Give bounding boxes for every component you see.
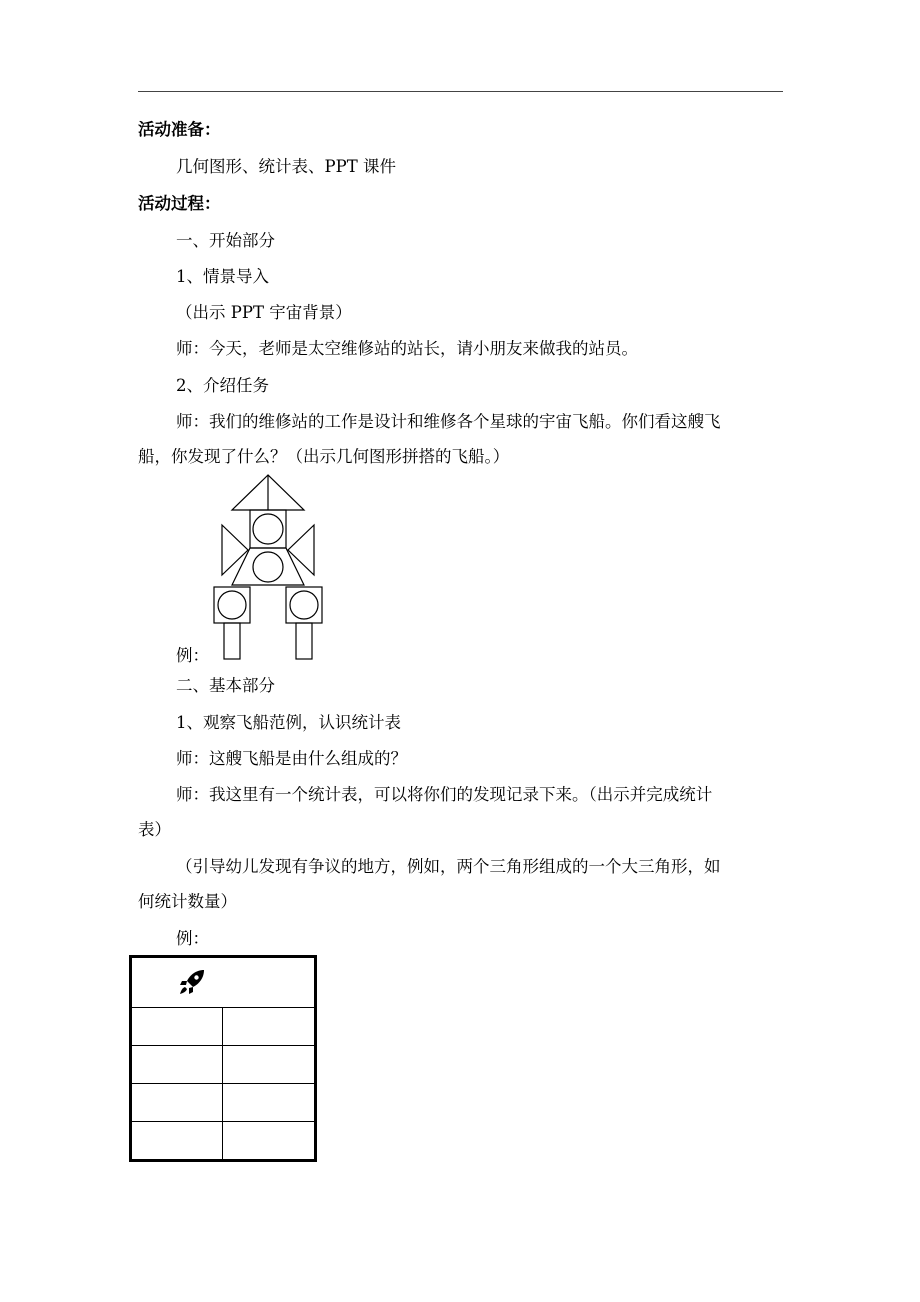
example-label-2: 例： xyxy=(176,929,209,948)
rocket-icon xyxy=(178,968,206,996)
ship-upper-square xyxy=(250,510,286,548)
line-start-part: 一、开始部分 xyxy=(176,231,275,250)
spaceship-figure xyxy=(212,473,324,661)
table-header xyxy=(132,958,314,1008)
line-teacher-2b: 船，你发现了什么？（出示几何图形拼搭的飞船。） xyxy=(138,447,510,466)
table-cell xyxy=(132,1084,223,1122)
table-cell xyxy=(132,1046,223,1084)
line-teacher-1: 师：今天，老师是太空维修站的站长，请小朋友来做我的站员。 xyxy=(176,339,638,358)
ship-right-triangle xyxy=(288,525,314,575)
table-cell xyxy=(223,1046,314,1084)
table-cell xyxy=(223,1084,314,1122)
ship-right-foot-square xyxy=(286,587,322,623)
table-cell xyxy=(132,1008,223,1046)
ship-trapezoid xyxy=(232,548,304,585)
ship-left-foot-square xyxy=(214,587,250,623)
line-teacher-2a: 师：我们的维修站的工作是设计和维修各个星球的宇宙飞船。你们看这艘飞 xyxy=(176,412,721,431)
line-guide-a: （引导幼儿发现有争议的地方，例如，两个三角形组成的一个大三角形，如 xyxy=(176,857,721,876)
statistics-table xyxy=(129,955,317,1162)
ship-left-foot-circle xyxy=(218,591,246,619)
ship-left-leg xyxy=(224,623,240,659)
table-cell xyxy=(223,1008,314,1046)
ship-lower-circle xyxy=(253,552,283,582)
ship-right-leg xyxy=(296,623,312,659)
header-rule xyxy=(138,91,783,92)
table-cell xyxy=(132,1122,223,1159)
line-guide-b: 何统计数量） xyxy=(138,892,237,911)
line-observe: 1、观察飞船范例，认识统计表 xyxy=(176,713,401,732)
line-teacher-3: 师：这艘飞船是由什么组成的？ xyxy=(176,749,407,768)
table-cell xyxy=(223,1122,314,1159)
line-teacher-4a: 师：我这里有一个统计表，可以将你们的发现记录下来。（出示并完成统计 xyxy=(176,785,713,804)
line-basic-part: 二、基本部分 xyxy=(176,676,275,695)
line-show-ppt: （出示 PPT 宇宙背景） xyxy=(176,303,352,322)
ship-left-triangle xyxy=(222,525,248,575)
ship-upper-circle xyxy=(253,514,283,544)
prep-text: 几何图形、统计表、PPT 课件 xyxy=(176,157,396,176)
example-label-1: 例： xyxy=(176,646,209,665)
prep-heading: 活动准备： xyxy=(138,120,221,139)
line-task: 2、介绍任务 xyxy=(176,376,269,395)
ship-right-foot-circle xyxy=(290,591,318,619)
line-teacher-4b: 表） xyxy=(138,820,171,839)
line-intro: 1、情景导入 xyxy=(176,267,269,286)
process-heading: 活动过程： xyxy=(138,194,221,213)
